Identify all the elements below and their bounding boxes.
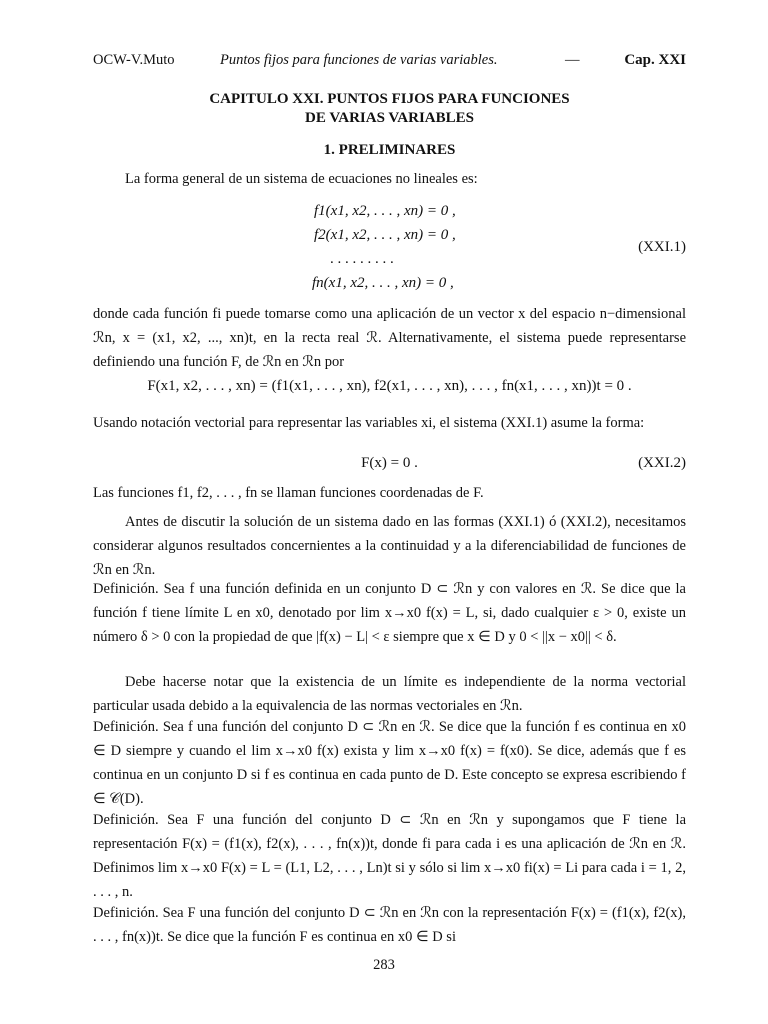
header-chapter: Cap. XXI	[624, 52, 686, 68]
equation-number-2: (XXI.2)	[638, 455, 686, 471]
header-dash: —	[565, 52, 580, 68]
header-title: Puntos fijos para funciones de varias variables.	[220, 52, 498, 68]
equation-vector: F(x) = 0 .	[361, 455, 418, 471]
definition-limite: Definición. Sea f una función definida en un conjunto D ⊂ ℛn y con valores en ℛ. Se dice que la función f tiene límite L en x0, denotado por lim x→x0 f(x) = L, si, dado cualquier ε > 0, existe un número δ > 0 con la propiedad de que |f(x) − L| < ε siempre que x ∈ D y 0 < ||x − x0|| < δ.	[93, 581, 686, 645]
section-heading: 1. PRELIMINARES	[323, 142, 456, 158]
page-number: 283	[373, 957, 395, 973]
definition-continua: Definición. Sea f una función del conjunto D ⊂ ℛn en ℛ. Se dice que la función f es continua en x0 ∈ D siempre y cuando el lim x→x0 f(x) exista y lim x→x0 f(x) = f(x0). Se dice, además que f es continua en un conjunto D si f es continua en cada punto de D. Este concepto se expresa escribiendo f ∈ 𝒞(D).	[93, 719, 686, 807]
equation-fn: fn(x1, x2, . . . , xn) = 0 ,	[312, 275, 454, 291]
header-author: OCW-V.Muto	[93, 52, 175, 68]
running-header	[93, 52, 686, 74]
equation-dots: . . . . . . . . .	[330, 251, 394, 267]
chapter-title	[93, 90, 686, 128]
paragraph-antes: Antes de discutir la solución de un sistema dado en las formas (XXI.1) ó (XXI.2), necesitamos considerar algunos resultados concernientes a la continuidad y a la diferenciabilidad de funciones de ℛn en ℛn.	[93, 514, 686, 578]
equation-f1: f1(x1, x2, . . . , xn) = 0 ,	[314, 203, 456, 219]
equation-f2: f2(x1, x2, . . . , xn) = 0 ,	[314, 227, 456, 243]
paragraph-debe: Debe hacerse notar que la existencia de un límite es independiente de la norma vectorial particular usada debido a la equivalencia de las normas vectoriales en ℛn.	[93, 674, 686, 714]
paragraph-coordenadas: Las funciones f1, f2, . . . , fn se llaman funciones coordenadas de F.	[93, 485, 484, 501]
equation-F: F(x1, x2, . . . , xn) = (f1(x1, . . . , xn), f2(x1, . . . , xn), . . . , fn(x1, . . . , xn))t = 0 .	[147, 378, 632, 394]
paragraph-usando: Usando notación vectorial para representar las variables xi, el sistema (XXI.1) asume la forma:	[93, 415, 645, 431]
equation-number-1: (XXI.1)	[638, 239, 686, 255]
intro-paragraph: La forma general de un sistema de ecuaciones no lineales es:	[125, 171, 478, 187]
definition-limite-vectorial: Definición. Sea F una función del conjunto D ⊂ ℛn en ℛn y supongamos que F tiene la representación F(x) = (f1(x), f2(x), . . . , fn(x))t, donde fi para cada i es una aplicación de ℛn en ℛ. Definimos lim x→x0 F(x) = L = (L1, L2, . . . , Ln)t si y sólo si lim x→x0 fi(x) = Li para cada i = 1, 2, . . . , n.	[93, 812, 686, 900]
chapter-title-line-1: CAPITULO XXI. PUNTOS FIJOS PARA FUNCIONES	[209, 91, 570, 107]
paragraph-donde: donde cada función fi puede tomarse como una aplicación de un vector x del espacio n−dimensional ℛn, x = (x1, x2, ..., xn)t, en la recta real ℛ. Alternativamente, el sistema puede representarse definiendo una función F, de ℛn en ℛn por	[93, 306, 686, 370]
chapter-title-line-2: DE VARIAS VARIABLES	[305, 110, 474, 126]
definition-continua-vectorial: Definición. Sea F una función del conjunto D ⊂ ℛn en ℛn con la representación F(x) = (f1(x), f2(x), . . . , fn(x))t. Se dice que la función F es continua en x0 ∈ D si	[93, 905, 686, 945]
